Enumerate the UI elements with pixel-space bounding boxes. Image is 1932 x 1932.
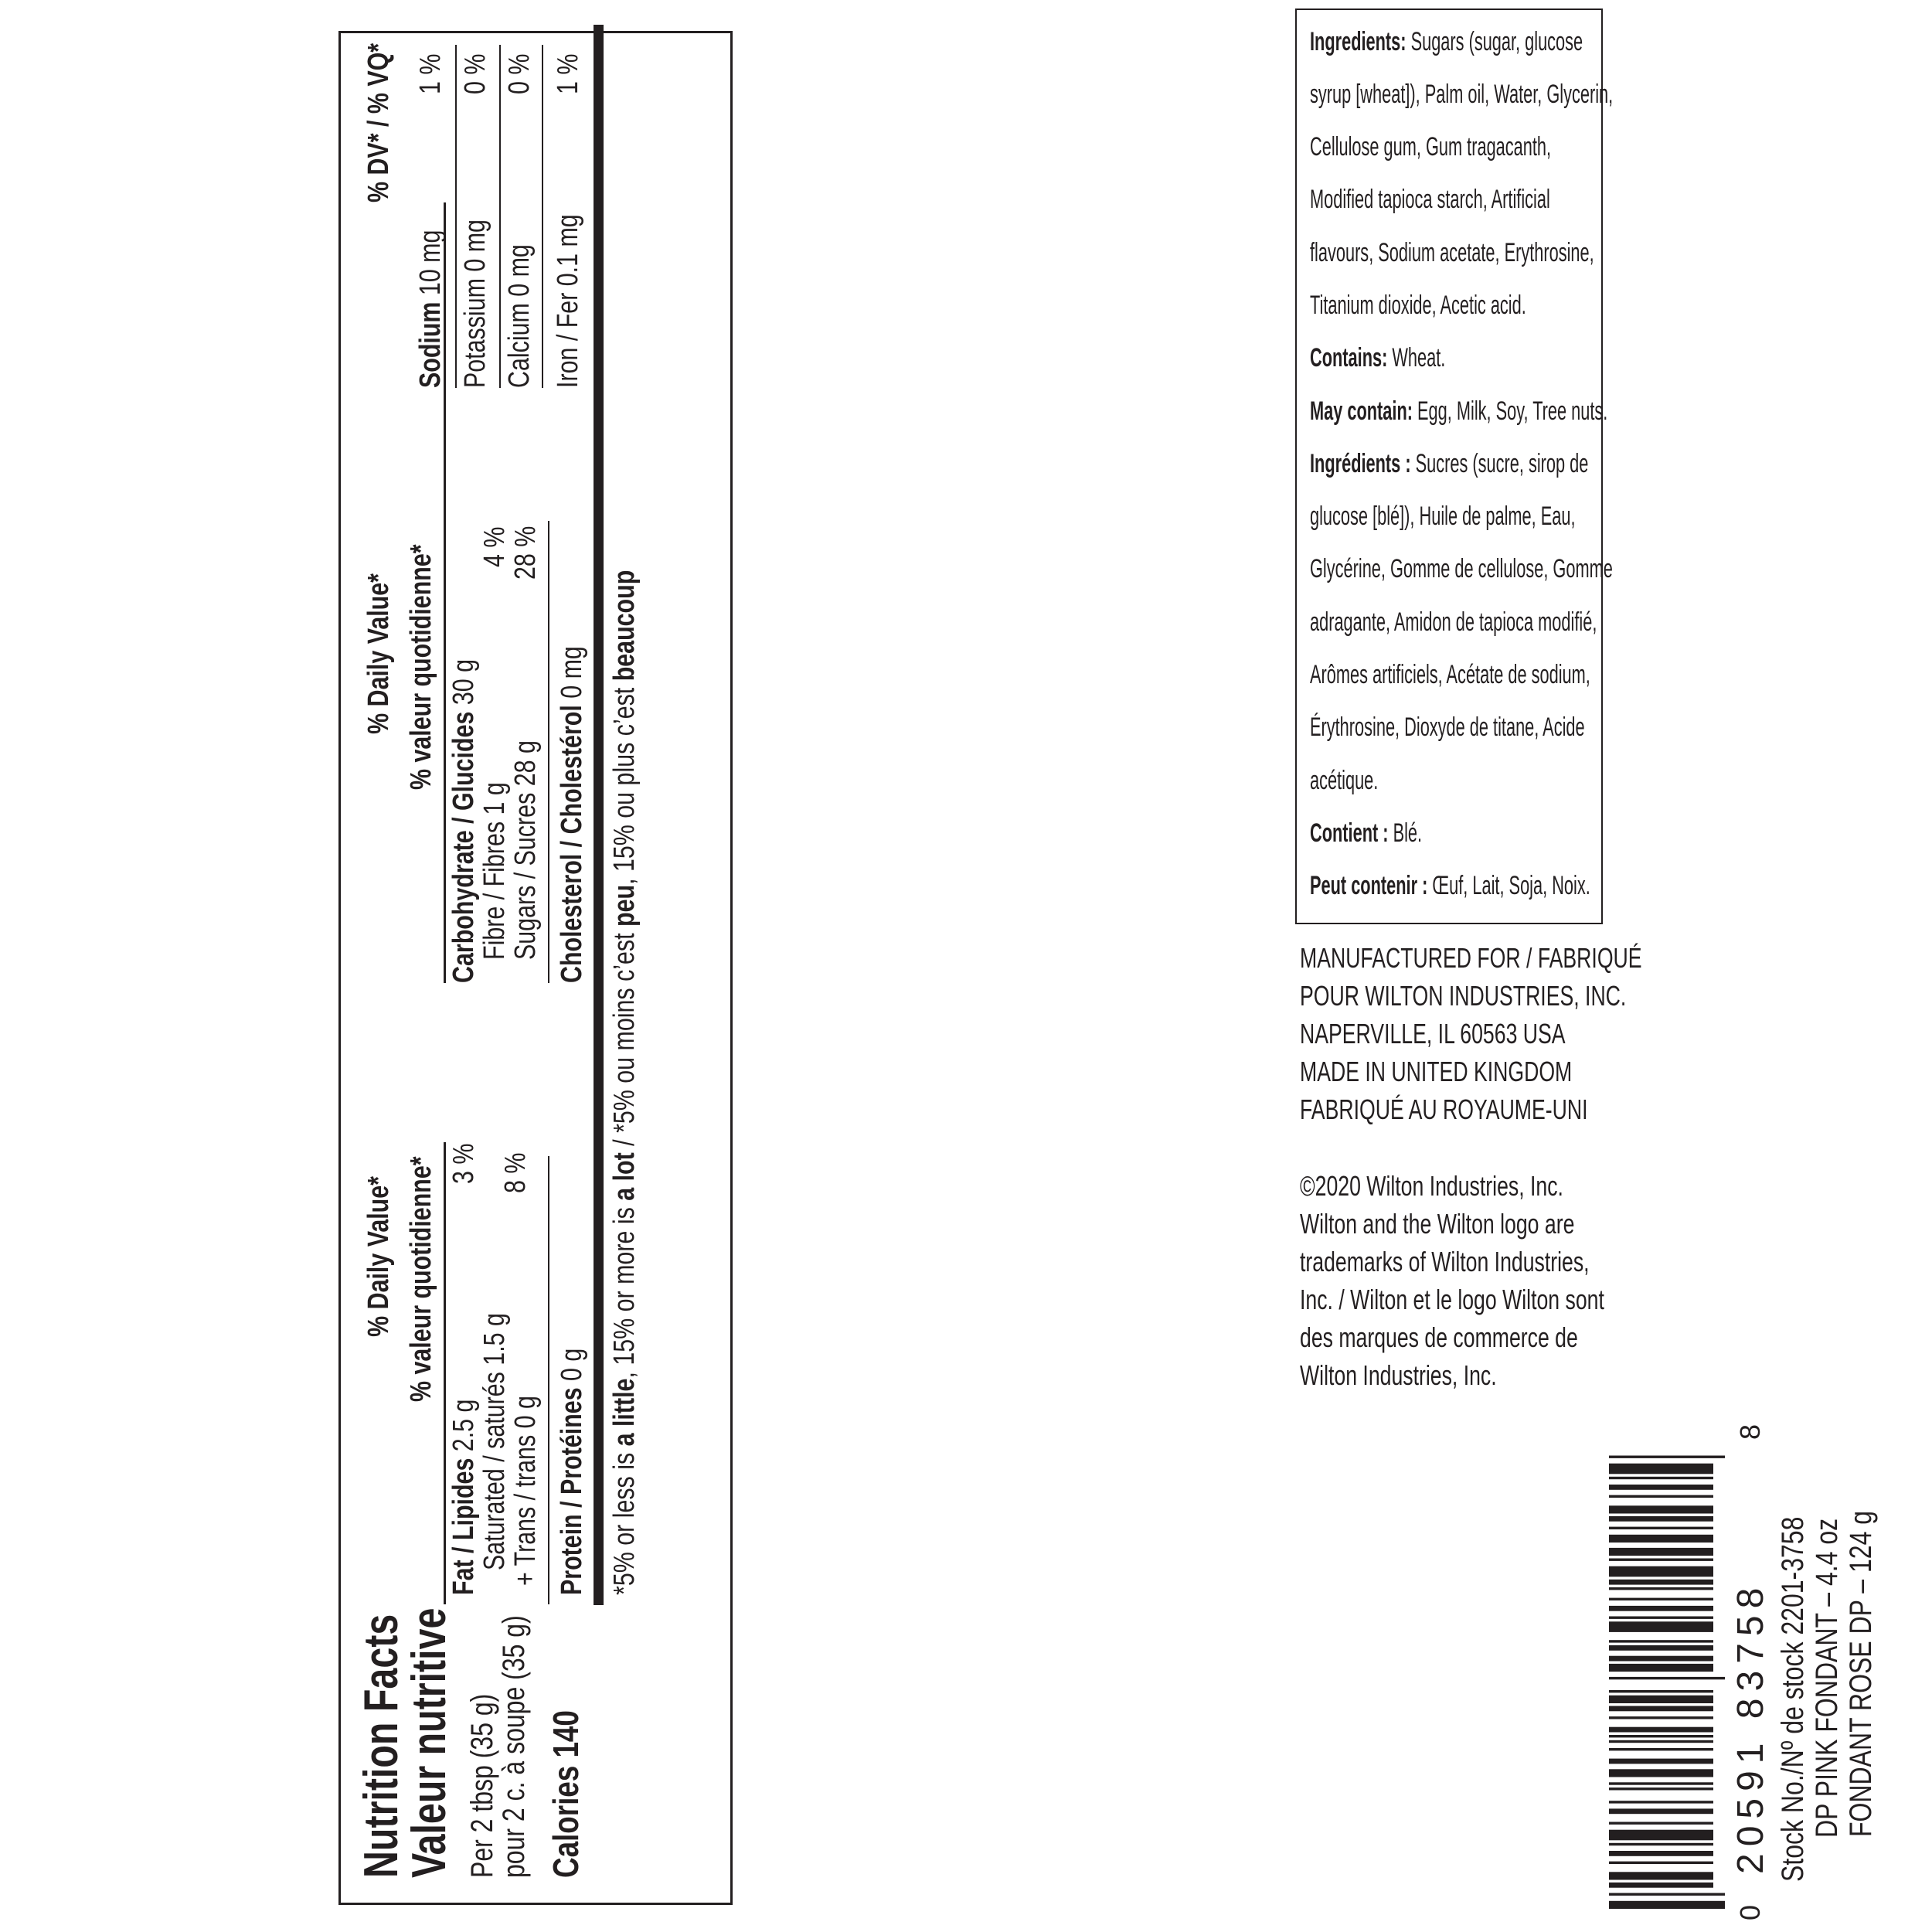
sodium-dv: 1 %: [414, 53, 447, 94]
barcode-bar: [1609, 1645, 1713, 1651]
barcode-bar: [1609, 1808, 1713, 1814]
rule-col3-1: [455, 45, 457, 388]
contient-label: Contient :: [1310, 818, 1389, 848]
dv-header-short: % DV* / % VQ*: [362, 43, 395, 202]
barcode-bar: [1609, 1735, 1713, 1737]
peut-contenir-line: [1310, 872, 1590, 899]
copyright-line: ©2020 Wilton Industries, Inc.: [1300, 1170, 1563, 1202]
barcode-bars: [1609, 1445, 1725, 1909]
ingredients-line-text: Modified tapioca starch, Artificial: [1310, 185, 1550, 214]
barcode-bar: [1609, 1527, 1713, 1529]
iron-dv: 1 %: [552, 53, 584, 94]
cholesterol-row: [557, 646, 587, 983]
iron-row: Iron / Fer 0.1 mg: [552, 214, 584, 388]
barcode-bar: [1609, 1893, 1725, 1896]
barcode-bar: [1609, 1677, 1725, 1679]
copyright-line: trademarks of Wilton Industries,: [1300, 1246, 1590, 1277]
protein-label: Protein / Protéines: [556, 1387, 588, 1595]
footnote-bold-1: a little: [608, 1378, 641, 1447]
barcode-bar: [1609, 1782, 1713, 1784]
ingredients-fr-line: [1310, 451, 1588, 477]
footnote-part-3: / *5% ou moins c’est: [608, 926, 641, 1153]
nutrition-title-fr: Valeur nutritive: [403, 1607, 456, 1878]
calories-label: Calories: [546, 1765, 586, 1878]
sodium-label: Sodium: [414, 301, 447, 388]
footnote-part-4: , 15% ou plus c’est: [608, 681, 641, 885]
barcode-bar: [1609, 1548, 1713, 1556]
copyright-line: Wilton Industries, Inc.: [1300, 1359, 1497, 1391]
manufacturer-line: POUR WILTON INDUSTRIES, INC.: [1300, 980, 1627, 1012]
ingredients-fr-line: [1310, 714, 1585, 740]
barcode-bar: [1609, 1664, 1713, 1672]
barcode-bar: [1609, 1606, 1713, 1611]
calcium-row: Calcium 0 mg: [503, 244, 536, 388]
calcium-dv: 0 %: [503, 53, 536, 94]
manufacturer-line: MADE IN UNITED KINGDOM: [1300, 1056, 1573, 1087]
sodium-row: [416, 230, 445, 388]
barcode-bar: [1609, 1516, 1713, 1522]
ingredients-fr-line: [1310, 556, 1613, 582]
ingredients-line-bold: Ingredients:: [1310, 27, 1406, 56]
calories-row: [546, 1710, 586, 1878]
dv-header-fr-col1: % valeur quotidienne*: [405, 1156, 437, 1402]
may-contain-label: May contain:: [1310, 396, 1413, 426]
footnote-part-1: *5% or less is: [608, 1446, 641, 1595]
ingredients-line: [1310, 240, 1594, 266]
fat-label: Fat / Lipides: [447, 1458, 480, 1595]
serving-size-en: Per 2 tbsp (35 g): [465, 1693, 499, 1878]
barcode-bar: [1609, 1485, 1713, 1490]
ingredients-fr-text: acétique.: [1310, 766, 1379, 795]
barcode-left-digit: 0: [1734, 1904, 1766, 1920]
dv-header-en-col2: % Daily Value*: [362, 573, 395, 734]
dv-header-en-col1: % Daily Value*: [362, 1176, 395, 1337]
cholesterol-label: Cholesterol / Cholestérol: [556, 705, 588, 983]
barcode-bar: [1609, 1495, 1713, 1498]
product-name-en: DP PINK FONDANT – 4.4 oz: [1810, 1518, 1844, 1838]
footnote-bold-4: beaucoup: [608, 570, 641, 682]
sodium-amount: 10 mg: [414, 230, 447, 296]
barcode-bar: [1609, 1727, 1713, 1733]
ingredients-box: [1295, 9, 1614, 924]
barcode-bar: [1609, 1456, 1725, 1458]
copyright-line: Inc. / Wilton et le logo Wilton sont: [1300, 1284, 1604, 1315]
contains-line: [1310, 345, 1445, 371]
saturated-row: Saturated / saturés 1.5 g: [478, 1313, 511, 1570]
potassium-dv: 0 %: [459, 53, 492, 94]
manufacturer-line: NAPERVILLE, IL 60563 USA: [1300, 1018, 1566, 1049]
barcode-bar: [1609, 1617, 1713, 1619]
footnote-bold-3: peu: [608, 884, 641, 927]
ingredients-line-text: Sugars (sugar, glucose: [1406, 27, 1583, 56]
barcode-bar: [1609, 1696, 1713, 1703]
barcode-bar: [1609, 1787, 1713, 1790]
sugars-row: Sugars / Sucres 28 g: [509, 740, 542, 960]
ingredients-fr-line: [1310, 662, 1590, 688]
barcode-bar: [1609, 1862, 1713, 1864]
ingredients-line-text: Titanium dioxide, Acetic acid.: [1310, 291, 1526, 320]
ingredients-fr-line: [1310, 609, 1597, 635]
barcode-bar: [1609, 1883, 1713, 1888]
barcode-bar: [1609, 1872, 1713, 1879]
ingredients-line: [1310, 134, 1551, 160]
barcode-bar: [1609, 1690, 1713, 1692]
fat-dv: 3 %: [447, 1143, 480, 1184]
barcode-bar: [1609, 1801, 1713, 1803]
barcode-bar: [1609, 1656, 1713, 1662]
carb-label: Carbohydrate / Glucides: [447, 711, 480, 983]
may-contain-line: [1310, 398, 1607, 424]
footnote-part-2: , 15% or more is: [608, 1200, 641, 1379]
product-name-fr: FONDANT ROSE DP – 124 g: [1844, 1510, 1878, 1837]
barcode-bar: [1609, 1716, 1713, 1719]
dv-footnote: [610, 570, 639, 1595]
contient-text: Blé.: [1388, 818, 1423, 848]
ingredients-fr-text: glucose [blé]), Huile de palme, Eau,: [1310, 502, 1576, 531]
barcode-bar: [1609, 1769, 1713, 1777]
ingredients-fr-text: Sucres (sucre, sirop de: [1410, 449, 1589, 478]
serving-size-fr: pour 2 c. à soupe (35 g): [497, 1615, 531, 1878]
ingredients-fr-text: Érythrosine, Dioxyde de titane, Acide: [1310, 713, 1585, 742]
ingredients-fr-text: adragante, Amidon de tapioca modifié,: [1310, 607, 1597, 637]
rule-col3-3: [542, 45, 543, 388]
protein-amount: 0 g: [556, 1348, 588, 1381]
peut-contenir-text: Œuf, Lait, Soja, Noix.: [1427, 871, 1590, 900]
copyright-line: des marques de commerce de: [1300, 1321, 1578, 1353]
rule-thick-bottom: [594, 25, 604, 1605]
barcode-bar: [1609, 1566, 1713, 1577]
barcode-bar: [1609, 1748, 1713, 1750]
barcode-middle-digits: 20591 83758: [1730, 1580, 1771, 1874]
barcode-bar: [1609, 1901, 1725, 1909]
ingredients-fr-line: [1310, 503, 1576, 529]
manufacturer-line: MANUFACTURED FOR / FABRIQUÉ: [1300, 942, 1642, 974]
barcode-bar: [1609, 1505, 1713, 1513]
ingredients-line-text: Cellulose gum, Gum tragacanth,: [1310, 132, 1552, 162]
barcode-bar: [1609, 1830, 1713, 1841]
ingredients-line: [1310, 29, 1583, 55]
carb-amount: 30 g: [447, 658, 480, 706]
ingredients-line: [1310, 186, 1550, 213]
sugars-dv: 28 %: [509, 526, 542, 580]
fat-amount: 2.5 g: [447, 1399, 480, 1452]
ingredients-line: [1310, 81, 1613, 107]
contains-label: Contains:: [1310, 343, 1388, 372]
saturated-dv: 8 %: [499, 1152, 532, 1193]
contains-text: Wheat.: [1387, 343, 1446, 372]
rule-col3-2: [499, 45, 501, 388]
barcode-bar: [1609, 1759, 1713, 1764]
contient-line: [1310, 820, 1422, 846]
barcode-bar: [1609, 1640, 1713, 1642]
carb-row: [449, 659, 478, 983]
barcode-bar: [1609, 1740, 1713, 1743]
calories-value: 140: [546, 1710, 586, 1758]
ingredients-fr-text: Arômes artificiels, Acétate de sodium,: [1310, 660, 1590, 689]
copyright-line: Wilton and the Wilton logo are: [1300, 1208, 1575, 1240]
trans-row: + Trans / trans 0 g: [509, 1396, 542, 1586]
barcode-bar: [1609, 1822, 1713, 1825]
ingredients-fr-label: Ingrédients :: [1310, 449, 1411, 478]
barcode-bar: [1609, 1621, 1713, 1632]
nutrition-facts-panel: [338, 31, 733, 1905]
nutrition-title-en: Nutrition Facts: [355, 1614, 408, 1878]
fibre-row: Fibre / Fibres 1 g: [478, 782, 511, 960]
may-contain-text: Egg, Milk, Soy, Tree nuts.: [1413, 396, 1608, 426]
barcode-bar: [1609, 1706, 1713, 1712]
barcode-right-digit: 8: [1734, 1423, 1766, 1440]
barcode-block: [1609, 1410, 1918, 1920]
barcode-bar: [1609, 1843, 1713, 1845]
barcode-bar: [1609, 1559, 1713, 1561]
rule-col2-mid: [548, 521, 549, 983]
potassium-row: Potassium 0 mg: [459, 219, 492, 388]
fibre-dv: 4 %: [478, 526, 511, 567]
cholesterol-amount: 0 mg: [556, 646, 588, 699]
barcode-bar: [1609, 1580, 1713, 1585]
ingredients-line-text: syrup [wheat]), Palm oil, Water, Glycerin,: [1310, 80, 1614, 109]
barcode-bar: [1609, 1587, 1713, 1590]
barcode-bar: [1609, 1477, 1713, 1479]
barcode-bar: [1609, 1464, 1713, 1475]
barcode-bar: [1609, 1598, 1713, 1600]
stock-number: Stock No./Nº de stock 2201-3758: [1776, 1516, 1810, 1882]
peut-contenir-label: Peut contenir :: [1310, 871, 1428, 900]
barcode-bar: [1609, 1851, 1713, 1856]
protein-row: [557, 1349, 587, 1595]
ingredients-fr-text: Glycérine, Gomme de cellulose, Gomme: [1310, 554, 1613, 583]
manufacturer-line: FABRIQUÉ AU ROYAUME-UNI: [1300, 1094, 1588, 1125]
rule-col1-top: [444, 1142, 446, 1604]
ingredients-line: [1310, 292, 1526, 318]
fat-row: [449, 1400, 478, 1595]
footnote-bold-2: a lot: [608, 1152, 641, 1201]
dv-header-fr-col2: % valeur quotidienne*: [405, 544, 437, 790]
ingredients-fr-line: [1310, 767, 1378, 794]
ingredients-line-text: flavours, Sodium acetate, Erythrosine,: [1310, 238, 1594, 267]
rule-col1-mid: [548, 1156, 549, 1604]
barcode-bar: [1609, 1535, 1713, 1543]
